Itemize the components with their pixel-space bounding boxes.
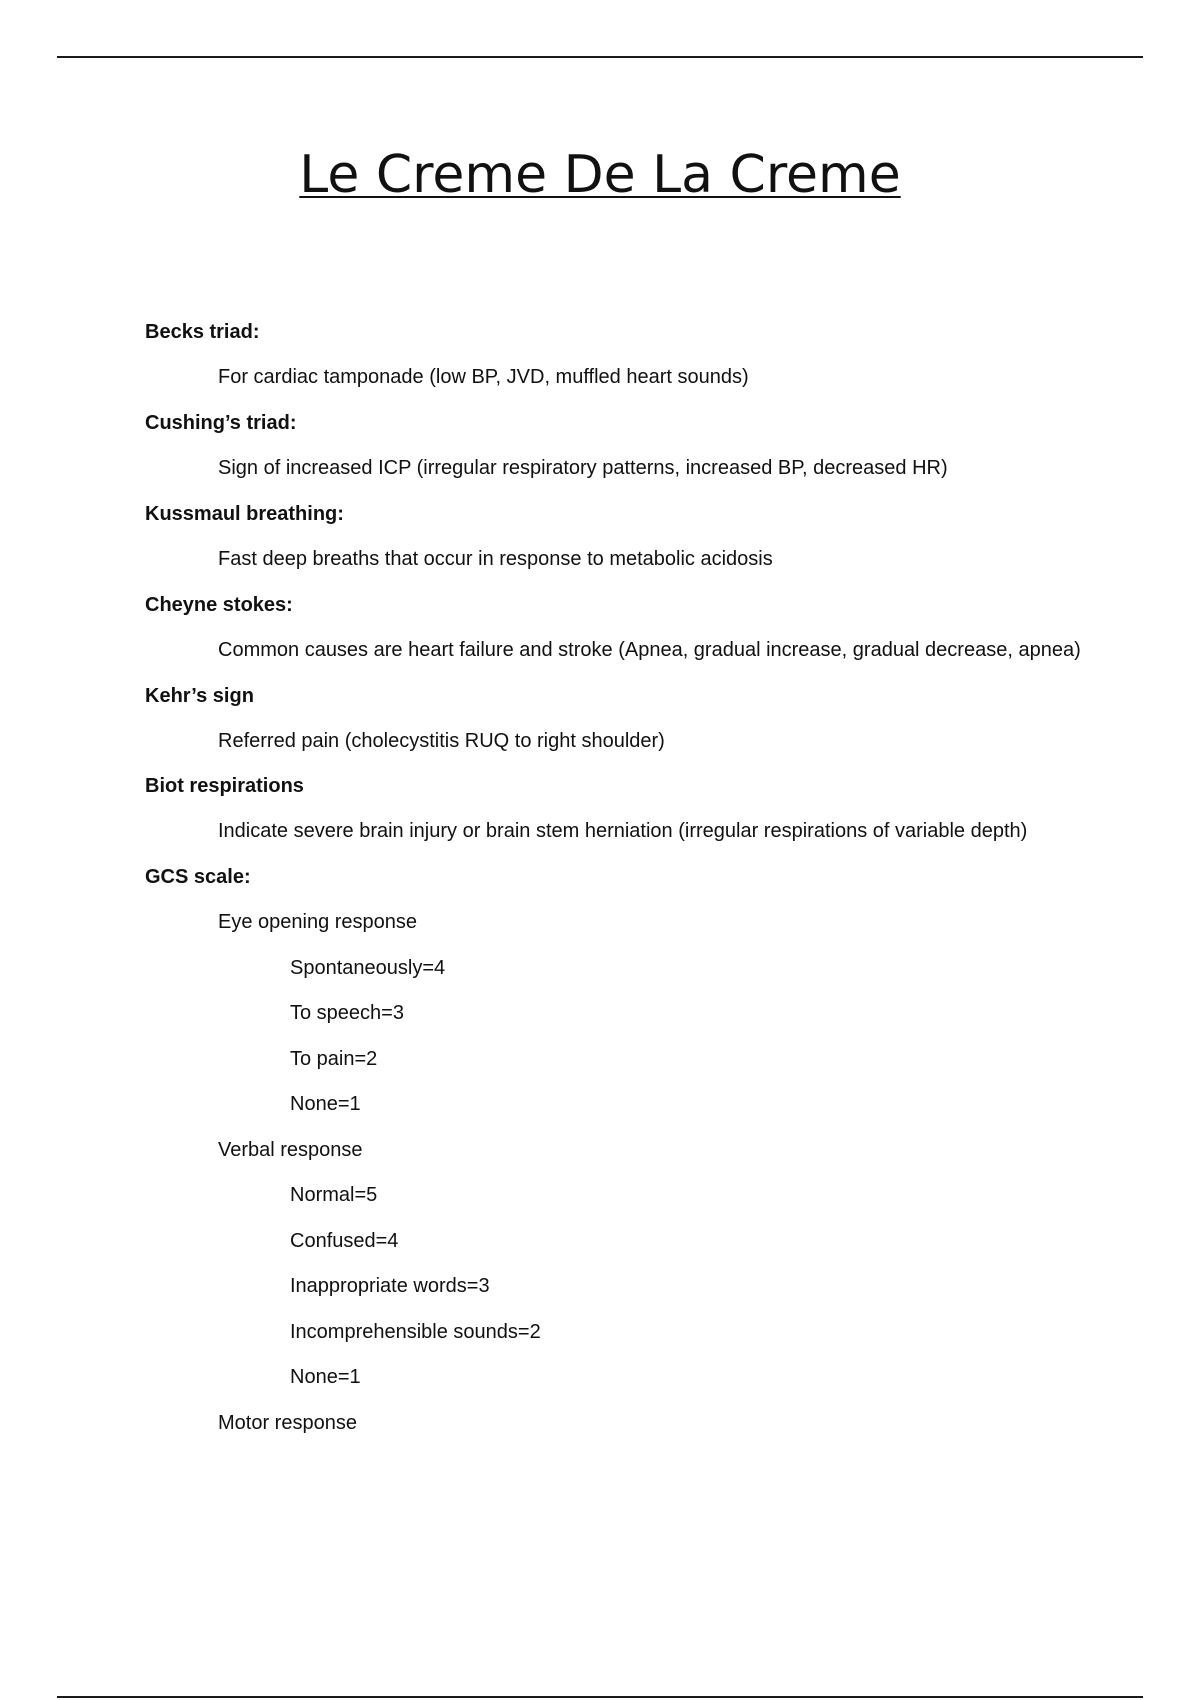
footer-rule xyxy=(57,1696,1143,1698)
gcs-verbal-item: Confused=4 xyxy=(290,1230,399,1252)
definition-becks-triad: For cardiac tamponade (low BP, JVD, muffled heart sounds) xyxy=(218,366,749,388)
gcs-eye-opening-label: Eye opening response xyxy=(218,911,418,933)
gcs-verbal-item: Normal=5 xyxy=(290,1184,378,1206)
term-biot-respirations: Biot respirations xyxy=(145,775,304,797)
term-cushings-triad: Cushing’s triad: xyxy=(145,412,297,434)
definition-kussmaul-breathing: Fast deep breaths that occur in response to metabolic acidosis xyxy=(218,548,773,570)
term-kussmaul-breathing: Kussmaul breathing: xyxy=(145,503,344,525)
header-rule xyxy=(57,56,1143,58)
gcs-eye-item: Spontaneously=4 xyxy=(290,957,446,979)
definition-cheyne-stokes: Common causes are heart failure and stroke (Apnea, gradual increase, gradual decrease, apnea) xyxy=(218,639,1081,661)
gcs-eye-item: To pain=2 xyxy=(290,1048,378,1070)
gcs-motor-label: Motor response xyxy=(218,1412,357,1434)
term-cheyne-stokes: Cheyne stokes: xyxy=(145,594,293,616)
gcs-eye-item: To speech=3 xyxy=(290,1002,404,1024)
gcs-verbal-item: None=1 xyxy=(290,1366,361,1388)
page-title: Le Creme De La Creme xyxy=(299,145,901,205)
gcs-eye-item: None=1 xyxy=(290,1093,361,1115)
gcs-verbal-item: Incomprehensible sounds=2 xyxy=(290,1321,541,1343)
term-becks-triad: Becks triad: xyxy=(145,321,260,343)
definition-kehrs-sign: Referred pain (cholecystitis RUQ to right shoulder) xyxy=(218,730,665,752)
term-gcs-scale: GCS scale: xyxy=(145,866,251,888)
gcs-verbal-item: Inappropriate words=3 xyxy=(290,1275,490,1297)
term-kehrs-sign: Kehr’s sign xyxy=(145,685,254,707)
gcs-verbal-label: Verbal response xyxy=(218,1139,363,1161)
definition-biot-respirations: Indicate severe brain injury or brain stem herniation (irregular respirations of variable depth) xyxy=(218,820,1028,842)
definition-cushings-triad: Sign of increased ICP (irregular respiratory patterns, increased BP, decreased HR) xyxy=(218,457,948,479)
